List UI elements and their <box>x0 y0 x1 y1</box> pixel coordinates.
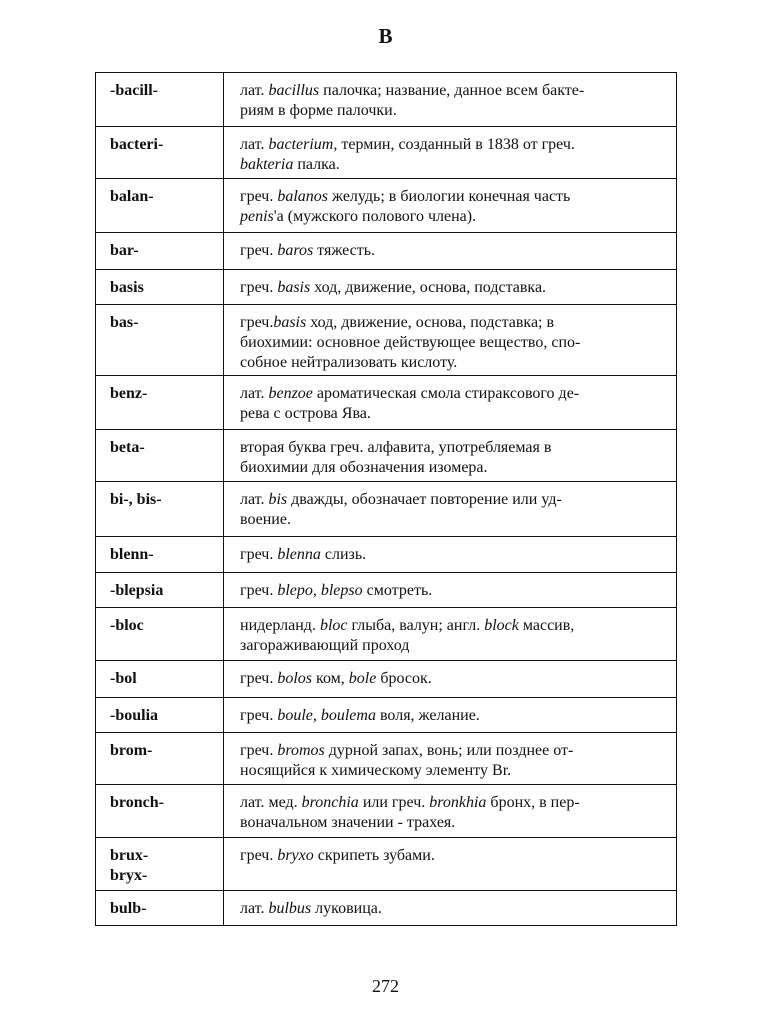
term-text: bar- <box>110 242 139 259</box>
page-number: 272 <box>372 976 399 996</box>
definition-text: желудь; в биологии конечная часть <box>327 188 571 205</box>
glossary-row <box>96 127 677 179</box>
definition-cell <box>224 233 677 270</box>
glossary-row <box>96 73 677 127</box>
definition-italic-text: blepo, blepso <box>277 582 363 599</box>
term-text: balan- <box>110 188 154 205</box>
glossary-row <box>96 698 677 733</box>
definition-text: дурной запах, вонь; или позднее от- <box>324 742 574 759</box>
term-cell <box>96 608 224 661</box>
definition-text: тяжесть. <box>313 242 376 259</box>
term-text: beta- <box>110 439 145 456</box>
definition-cell <box>224 482 677 537</box>
term-text: bi-, bis- <box>110 491 162 508</box>
definition-cell <box>224 376 677 430</box>
definition-text: греч. <box>240 546 278 563</box>
definition-text: загораживающий проход <box>240 637 410 654</box>
glossary-row <box>96 430 677 482</box>
term-cell <box>96 698 224 733</box>
definition-text: греч. <box>240 188 278 205</box>
definition-text: вторая буква греч. алфавита, употребляемая в <box>240 439 552 456</box>
definition-text: греч. <box>240 742 278 759</box>
definition-text: 'а (мужского полового члена). <box>273 208 477 225</box>
definition-text: лат. <box>240 82 269 99</box>
definition-text: нидерланд. <box>240 617 320 634</box>
definition-italic-text: benzoe <box>268 385 313 402</box>
definition-cell <box>224 270 677 305</box>
glossary-row <box>96 838 677 891</box>
definition-text: греч. <box>240 314 274 331</box>
definition-text: лат. <box>240 491 269 508</box>
definition-text: луковица. <box>311 900 382 917</box>
definition-cell <box>224 179 677 233</box>
term-cell <box>96 838 224 891</box>
definition-cell <box>224 785 677 838</box>
definition-cell <box>224 430 677 482</box>
term-text: -bacill- <box>110 82 158 99</box>
term-text: bronch- <box>110 794 164 811</box>
definition-text: греч. <box>240 847 278 864</box>
definition-italic-text: bronkhia <box>429 794 487 811</box>
definition-text: палка. <box>293 156 340 173</box>
definition-text: собное нейтрализовать кислоту. <box>240 354 458 371</box>
glossary-row <box>96 661 677 698</box>
term-cell <box>96 305 224 376</box>
definition-text: смотреть. <box>362 582 433 599</box>
definition-text: риям в форме палочки. <box>240 102 397 119</box>
definition-cell <box>224 127 677 179</box>
definition-text: греч. <box>240 707 278 724</box>
definition-italic-text: bolos <box>277 670 312 687</box>
definition-italic-text: block <box>484 617 519 634</box>
glossary-row <box>96 270 677 305</box>
term-cell <box>96 573 224 608</box>
definition-italic-text: blenna <box>277 546 321 563</box>
definition-text: ход, движение, основа, подставка; в <box>306 314 555 331</box>
definition-text: или греч. <box>358 794 430 811</box>
definition-italic-text: bronchia <box>301 794 359 811</box>
definition-italic-text: balanos <box>277 188 328 205</box>
definition-text: носящийся к химическому элементу Br. <box>240 762 512 779</box>
definition-text: греч. <box>240 242 278 259</box>
term-cell <box>96 127 224 179</box>
term-cell <box>96 376 224 430</box>
term-cell <box>96 891 224 926</box>
term-text: bulb- <box>110 900 147 917</box>
glossary-row <box>96 573 677 608</box>
definition-text: термин, созданный в 1838 от греч. <box>337 136 575 153</box>
definition-text: слизь. <box>320 546 367 563</box>
glossary-row <box>96 537 677 573</box>
glossary-row <box>96 891 677 926</box>
definition-text: греч. <box>240 670 278 687</box>
glossary-row <box>96 785 677 838</box>
definition-cell <box>224 573 677 608</box>
term-text: -bloc <box>110 617 144 634</box>
definition-italic-text: bryxo <box>277 847 314 864</box>
glossary-row <box>96 376 677 430</box>
definition-italic-text: basis <box>277 279 311 296</box>
definition-text: ком, <box>311 670 349 687</box>
definition-cell <box>224 608 677 661</box>
term-cell <box>96 430 224 482</box>
definition-cell <box>224 305 677 376</box>
definition-cell <box>224 661 677 698</box>
definition-text: ароматическая смола стираксового де- <box>312 385 580 402</box>
glossary-row <box>96 733 677 785</box>
term-text: benz- <box>110 385 148 402</box>
definition-text: воначальном значении - трахея. <box>240 814 456 831</box>
definition-text: скрипеть зубами. <box>313 847 435 864</box>
definition-text: биохимии для обозначения изомера. <box>240 459 488 476</box>
definition-text: лат. <box>240 136 269 153</box>
definition-italic-text: bakteria <box>240 156 294 173</box>
term-text: blenn- <box>110 546 154 563</box>
term-cell <box>96 661 224 698</box>
definition-cell <box>224 537 677 573</box>
glossary-row <box>96 305 677 376</box>
definition-text: палочка; название, данное всем бакте- <box>319 82 585 99</box>
definition-text: биохимии: основное действующее вещество, спо- <box>240 334 581 351</box>
definition-italic-text: bacillus <box>268 82 320 99</box>
definition-italic-text: bulbus <box>268 900 312 917</box>
term-cell <box>96 785 224 838</box>
definition-italic-text: bromos <box>277 742 325 759</box>
definition-italic-text: bloc <box>319 617 348 634</box>
definition-italic-text: bacterium, <box>268 136 338 153</box>
glossary-row <box>96 233 677 270</box>
definition-italic-text: bole <box>348 670 377 687</box>
term-cell <box>96 537 224 573</box>
definition-text: лат. мед. <box>240 794 302 811</box>
glossary-row <box>96 608 677 661</box>
term-text: bacteri- <box>110 136 164 153</box>
definition-text: греч. <box>240 279 278 296</box>
term-cell <box>96 233 224 270</box>
definition-text: воение. <box>240 511 291 528</box>
definition-text: ход, движение, основа, подставка. <box>310 279 547 296</box>
term-text: brux- bryx- <box>110 847 149 884</box>
definition-cell <box>224 838 677 891</box>
term-text: brom- <box>110 742 153 759</box>
term-text: -bol <box>110 670 137 687</box>
definition-text: рева с острова Ява. <box>240 405 371 422</box>
glossary-row <box>96 179 677 233</box>
definition-text: бросок. <box>376 670 432 687</box>
definition-italic-text: boule, boulema <box>277 707 376 724</box>
term-text: basis <box>110 279 144 296</box>
definition-text: массив, <box>518 617 575 634</box>
definition-cell <box>224 698 677 733</box>
definition-italic-text: baros <box>277 242 314 259</box>
term-text: -boulia <box>110 707 159 724</box>
glossary-table <box>95 72 677 926</box>
definition-cell <box>224 891 677 926</box>
term-cell <box>96 733 224 785</box>
definition-italic-text: penis <box>240 208 274 225</box>
definition-text: дважды, обозначает повторение или уд- <box>287 491 562 508</box>
definition-cell <box>224 733 677 785</box>
definition-text: лат. <box>240 385 269 402</box>
definition-cell <box>224 73 677 127</box>
definition-italic-text: basis <box>273 314 307 331</box>
definition-text: глыба, валун; англ. <box>347 617 485 634</box>
definition-text: бронх, в пер- <box>486 794 580 811</box>
definition-text: лат. <box>240 900 269 917</box>
term-cell <box>96 270 224 305</box>
section-letter: B <box>378 24 393 48</box>
term-text: bas- <box>110 314 139 331</box>
term-text: -blepsia <box>110 582 164 599</box>
term-cell <box>96 482 224 537</box>
glossary-row <box>96 482 677 537</box>
term-cell <box>96 179 224 233</box>
definition-text: греч. <box>240 582 278 599</box>
definition-italic-text: bis <box>268 491 288 508</box>
definition-text: воля, желание. <box>375 707 480 724</box>
term-cell <box>96 73 224 127</box>
